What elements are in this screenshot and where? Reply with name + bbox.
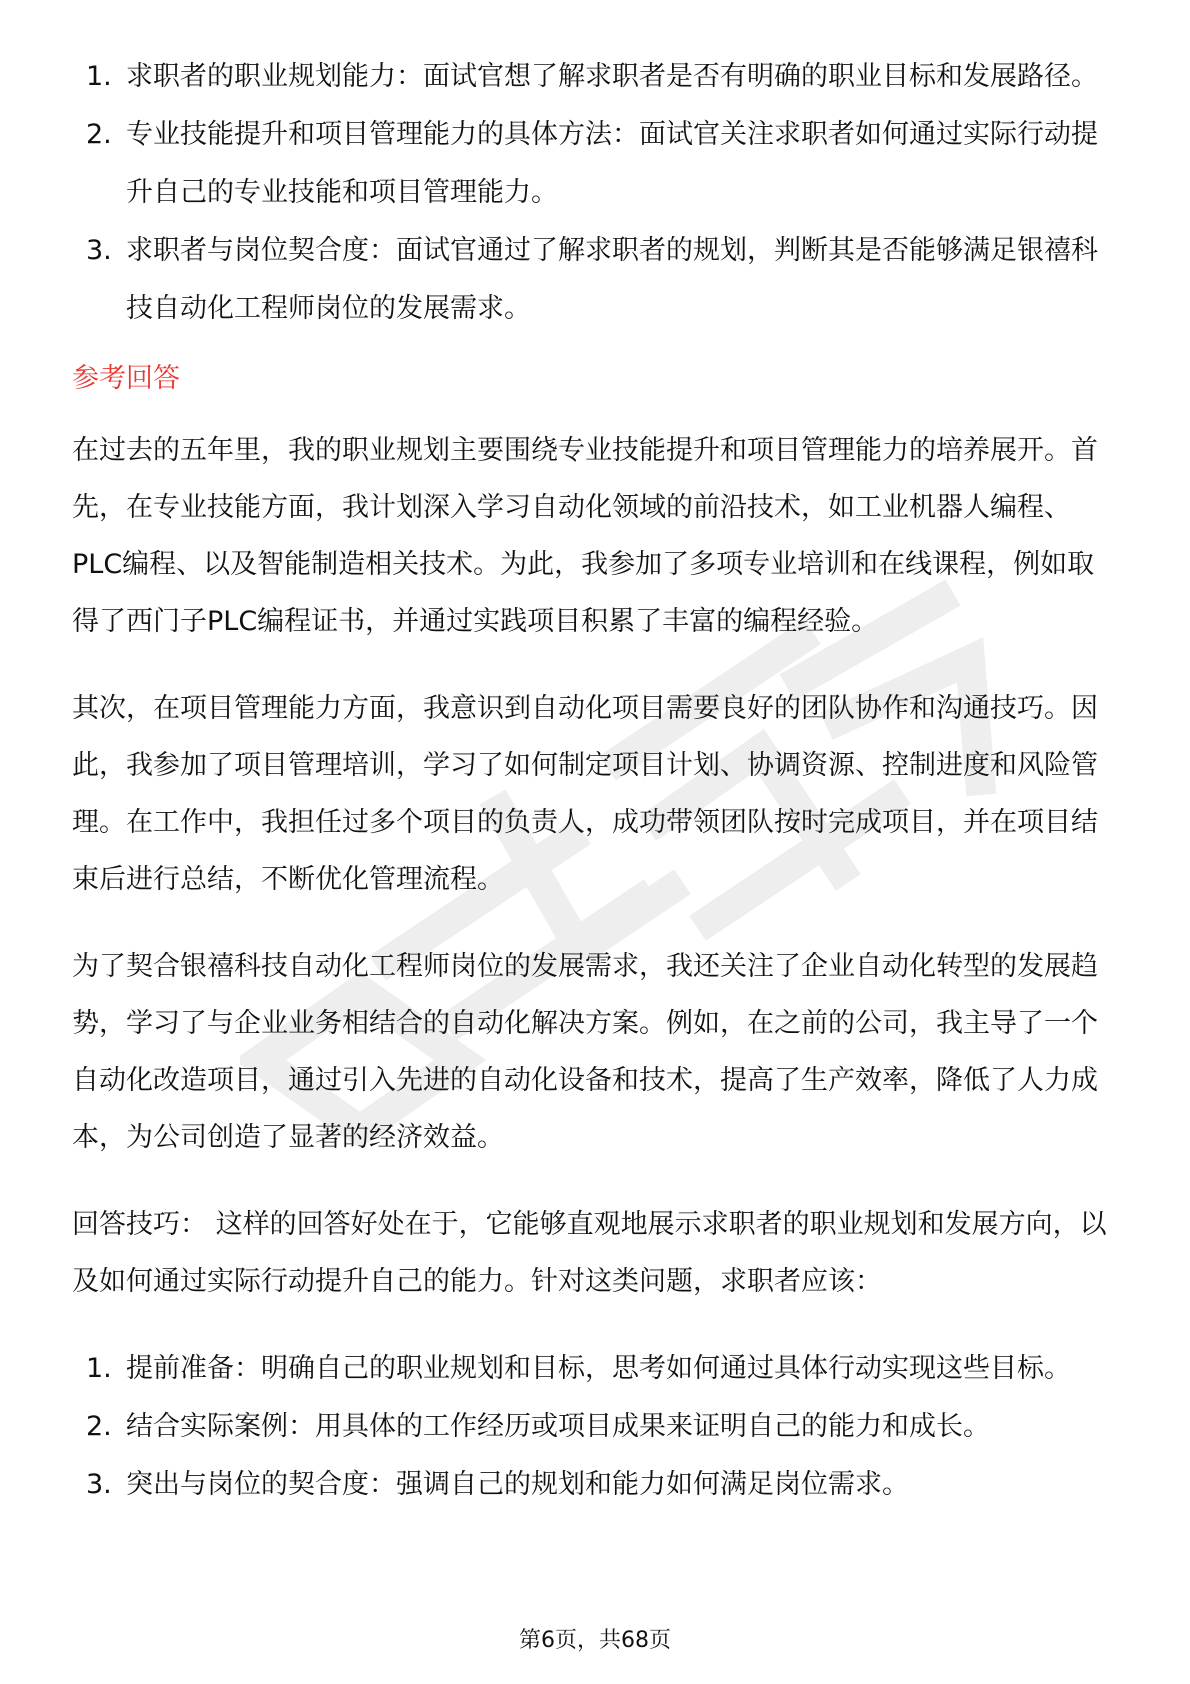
- list-item-number: 2.: [86, 1411, 112, 1442]
- list-item-text: 求职者与岗位契合度：面试官通过了解求职者的规划，判断其是否能够满足银禧科技自动化工程师岗位的发展需求。: [126, 235, 1098, 324]
- tips-paragraph: 回答技巧： 这样的回答好处在于，它能够直观地展示求职者的职业规划和发展方向，以及如何通过实际行动提升自己的能力。针对这类问题，求职者应该：: [72, 1209, 1107, 1297]
- answer-paragraph: 其次，在项目管理能力方面，我意识到自动化项目需要良好的团队协作和沟通技巧。因此，我参加了项目管理培训，学习了如何制定项目计划、协调资源、控制进度和风险管理。在工作中，我担任过多个项目的负责人，成功带领团队按时完成项目，并在项目结束后进行总结，不断优化管理流程。: [72, 693, 1098, 895]
- tips-list: [72, 1340, 1120, 1514]
- list-item-number: 1.: [86, 1353, 112, 1384]
- list-item-number: 2.: [86, 119, 112, 150]
- list-item: [72, 106, 1120, 222]
- page-content: [72, 48, 1120, 1514]
- list-item-text: 求职者的职业规划能力：面试官想了解求职者是否有明确的职业目标和发展路径。: [126, 61, 1098, 92]
- question-points-list: [72, 48, 1120, 338]
- list-item-text: 提前准备：明确自己的职业规划和目标，思考如何通过具体行动实现这些目标。: [126, 1353, 1071, 1384]
- list-item: [72, 48, 1120, 106]
- list-item: [72, 1398, 1120, 1456]
- list-item-number: 1.: [86, 61, 112, 92]
- section-title: 参考回答: [72, 363, 180, 394]
- list-item: [72, 222, 1120, 338]
- list-item-text: 专业技能提升和项目管理能力的具体方法：面试官关注求职者如何通过实际行动提升自己的专业技能和项目管理能力。: [126, 119, 1098, 208]
- list-item-text: 结合实际案例：用具体的工作经历或项目成果来证明自己的能力和成长。: [126, 1411, 990, 1442]
- list-item-text: 突出与岗位的契合度：强调自己的规划和能力如何满足岗位需求。: [126, 1469, 909, 1500]
- list-item: [72, 1456, 1120, 1514]
- page-number-footer: 第6页，共68页: [519, 1628, 671, 1653]
- list-item-number: 3.: [86, 235, 112, 266]
- answer-paragraph: 在过去的五年里，我的职业规划主要围绕专业技能提升和项目管理能力的培养展开。首先，在专业技能方面，我计划深入学习自动化领域的前沿技术，如工业机器人编程、PLC编程、以及智能制造相关技术。为此，我参加了多项专业培训和在线课程，例如取得了西门子PLC编程证书，并通过实践项目积累了丰富的编程经验。: [72, 435, 1098, 637]
- answer-paragraph: 为了契合银禧科技自动化工程师岗位的发展需求，我还关注了企业自动化转型的发展趋势，学习了与企业业务相结合的自动化解决方案。例如，在之前的公司，我主导了一个自动化改造项目，通过引入先进的自动化设备和技术，提高了生产效率，降低了人力成本，为公司创造了显著的经济效益。: [72, 951, 1098, 1153]
- list-item: [72, 1340, 1120, 1398]
- list-item-number: 3.: [86, 1469, 112, 1500]
